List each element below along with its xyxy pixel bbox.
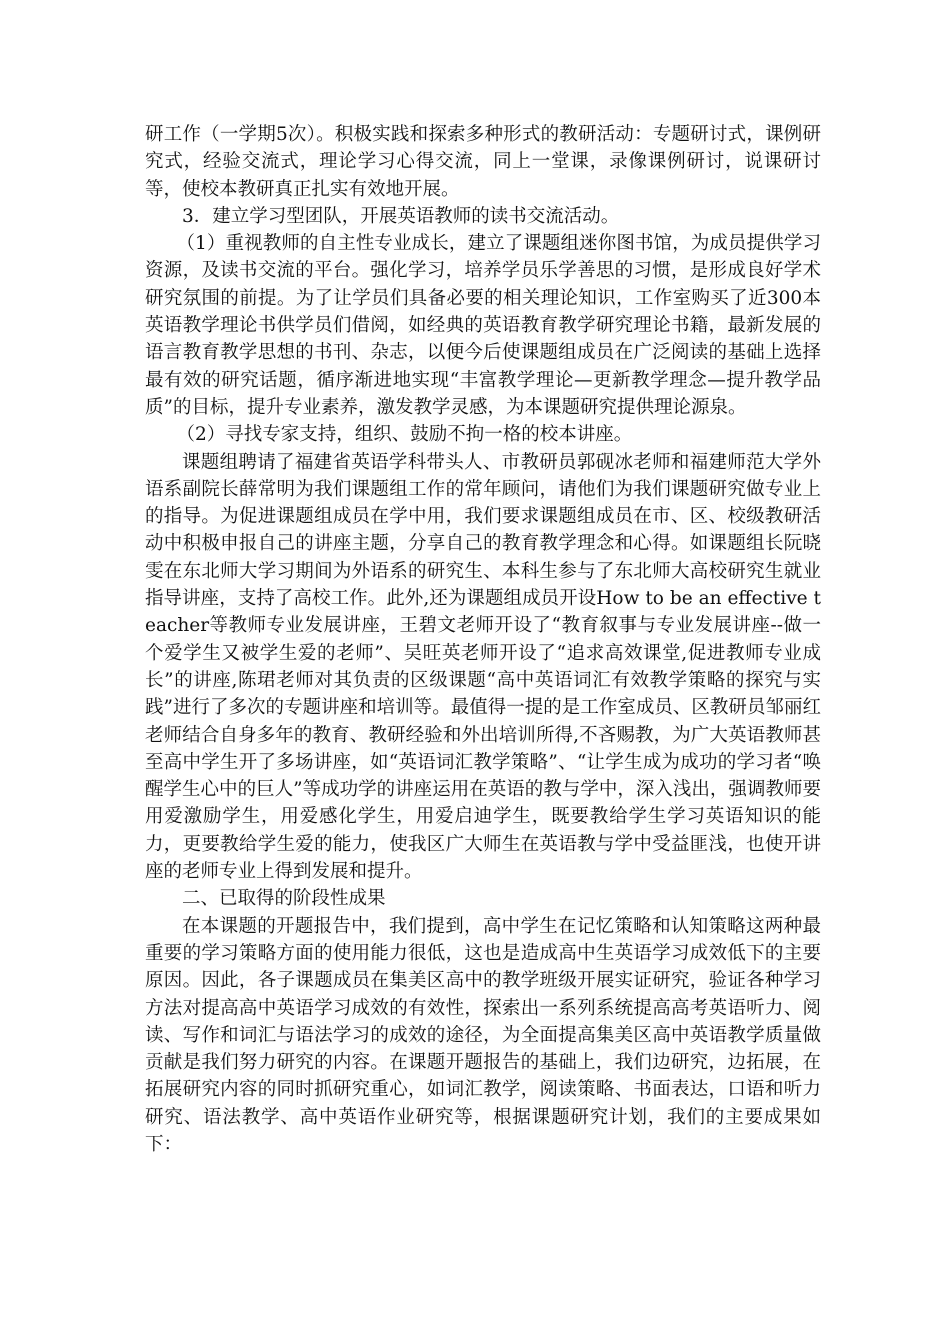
heading-expert-support: （2）寻找专家支持，组织、鼓励不拘一格的校本讲座。 — [176, 424, 633, 446]
heading-learning-team: 3．建立学习型团队，开展英语教师的读书交流活动。 — [182, 205, 620, 227]
paragraph-research-work: 研工作（一学期5次）。积极实践和探索多种形式的教研活动：专题研讨式，课例研究式，经验交流式，理论学习心得交流，同上一堂课，录像课例研讨，说课研讨等，使校本教研真正扎实有效地开展。 — [145, 124, 821, 200]
heading-achievements: 二、已取得的阶段性成果 — [182, 888, 386, 910]
paragraph-lectures: 课题组聘请了福建省英语学科带头人、市教研员郭砚冰老师和福建师范大学外语系副院长薛常明为我们课题组工作的常年顾问，请他们为我们课题研究做专业上的指导。为促进课题组成员在学中用，我们要求课题组成员在市、区、校级教研活动中积极申报自己的讲座主题，分享自己的教育教学理念和心得。如课题组长阮晓雯在东北师大学习期间为外语系的研究生、本科生参与了东北师大高校研究生就业指导讲座，支持了高校工作。此外,还为课题组成员开设How to be an effective teacher等教师专业发展讲座，王碧文老师开设了“教育叙事与专业发展讲座--做一个爱学生又被学生爱的老师”、吴旺英老师开设了“追求高效课堂,促进教师专业成长”的讲座,陈珺老师对其负责的区级课题“高中英语词汇有效教学策略的探究与实践”进行了多次的专题讲座和培训等。最值得一提的是工作室成员、区教研员邹丽红老师结合自身多年的教育、教研经验和外出培训所得,不吝赐教，为广大英语教师甚至高中学生开了多场讲座，如“英语词汇教学策略”、“让学生成为成功的学习者“唤醒学生心中的巨人”等成功学的讲座运用在英语的教与学中，深入浅出，强调教师要用爱激励学生，用爱感化学生，用爱启迪学生，既要教给学生学习英语知识的能力，更要教给学生爱的能力，使我区广大师生在英语教与学中受益匪浅，也使开讲座的老师专业上得到发展和提升。 — [145, 451, 821, 883]
document-body — [145, 121, 821, 1158]
paragraph-main-results: 在本课题的开题报告中，我们提到，高中学生在记忆策略和认知策略这两种最重要的学习策略方面的使用能力很低，这也是造成高中生英语学习成效低下的主要原因。因此，各子课题成员在集美区高中的教学班级开展实证研究，验证各种学习方法对提高高中英语学习成效的有效性，探索出一系列系统提高高考英语听力、阅读、写作和词汇与语法学习的成效的途径，为全面提高集美区高中英语教学质量做贡献是我们努力研究的内容。在课题开题报告的基础上，我们边研究，边拓展，在拓展研究内容的同时抓研究重心，如词汇教学，阅读策略、书面表达，口语和听力研究、语法教学、高中英语作业研究等，根据课题研究计划，我们的主要成果如下： — [145, 915, 821, 1155]
paragraph-library: （1）重视教师的自主性专业成长，建立了课题组迷你图书馆，为成员提供学习资源，及读书交流的平台。强化学习，培养学员乐学善思的习惯，是形成良好学术研究氛围的前提。为了让学员们具备必要的相关理论知识，工作室购买了近300本英语教学理论书供学员们借阅，如经典的英语教育教学研究理论书籍，最新发展的语言教育教学思想的书刊、杂志，以便今后使课题组成员在广泛阅读的基础上选择最有效的研究话题，循序渐进地实现“丰富教学理论—更新教学理念—提升教学品质”的目标，提升专业素养，激发教学灵感，为本课题研究提供理论源泉。 — [145, 233, 821, 418]
